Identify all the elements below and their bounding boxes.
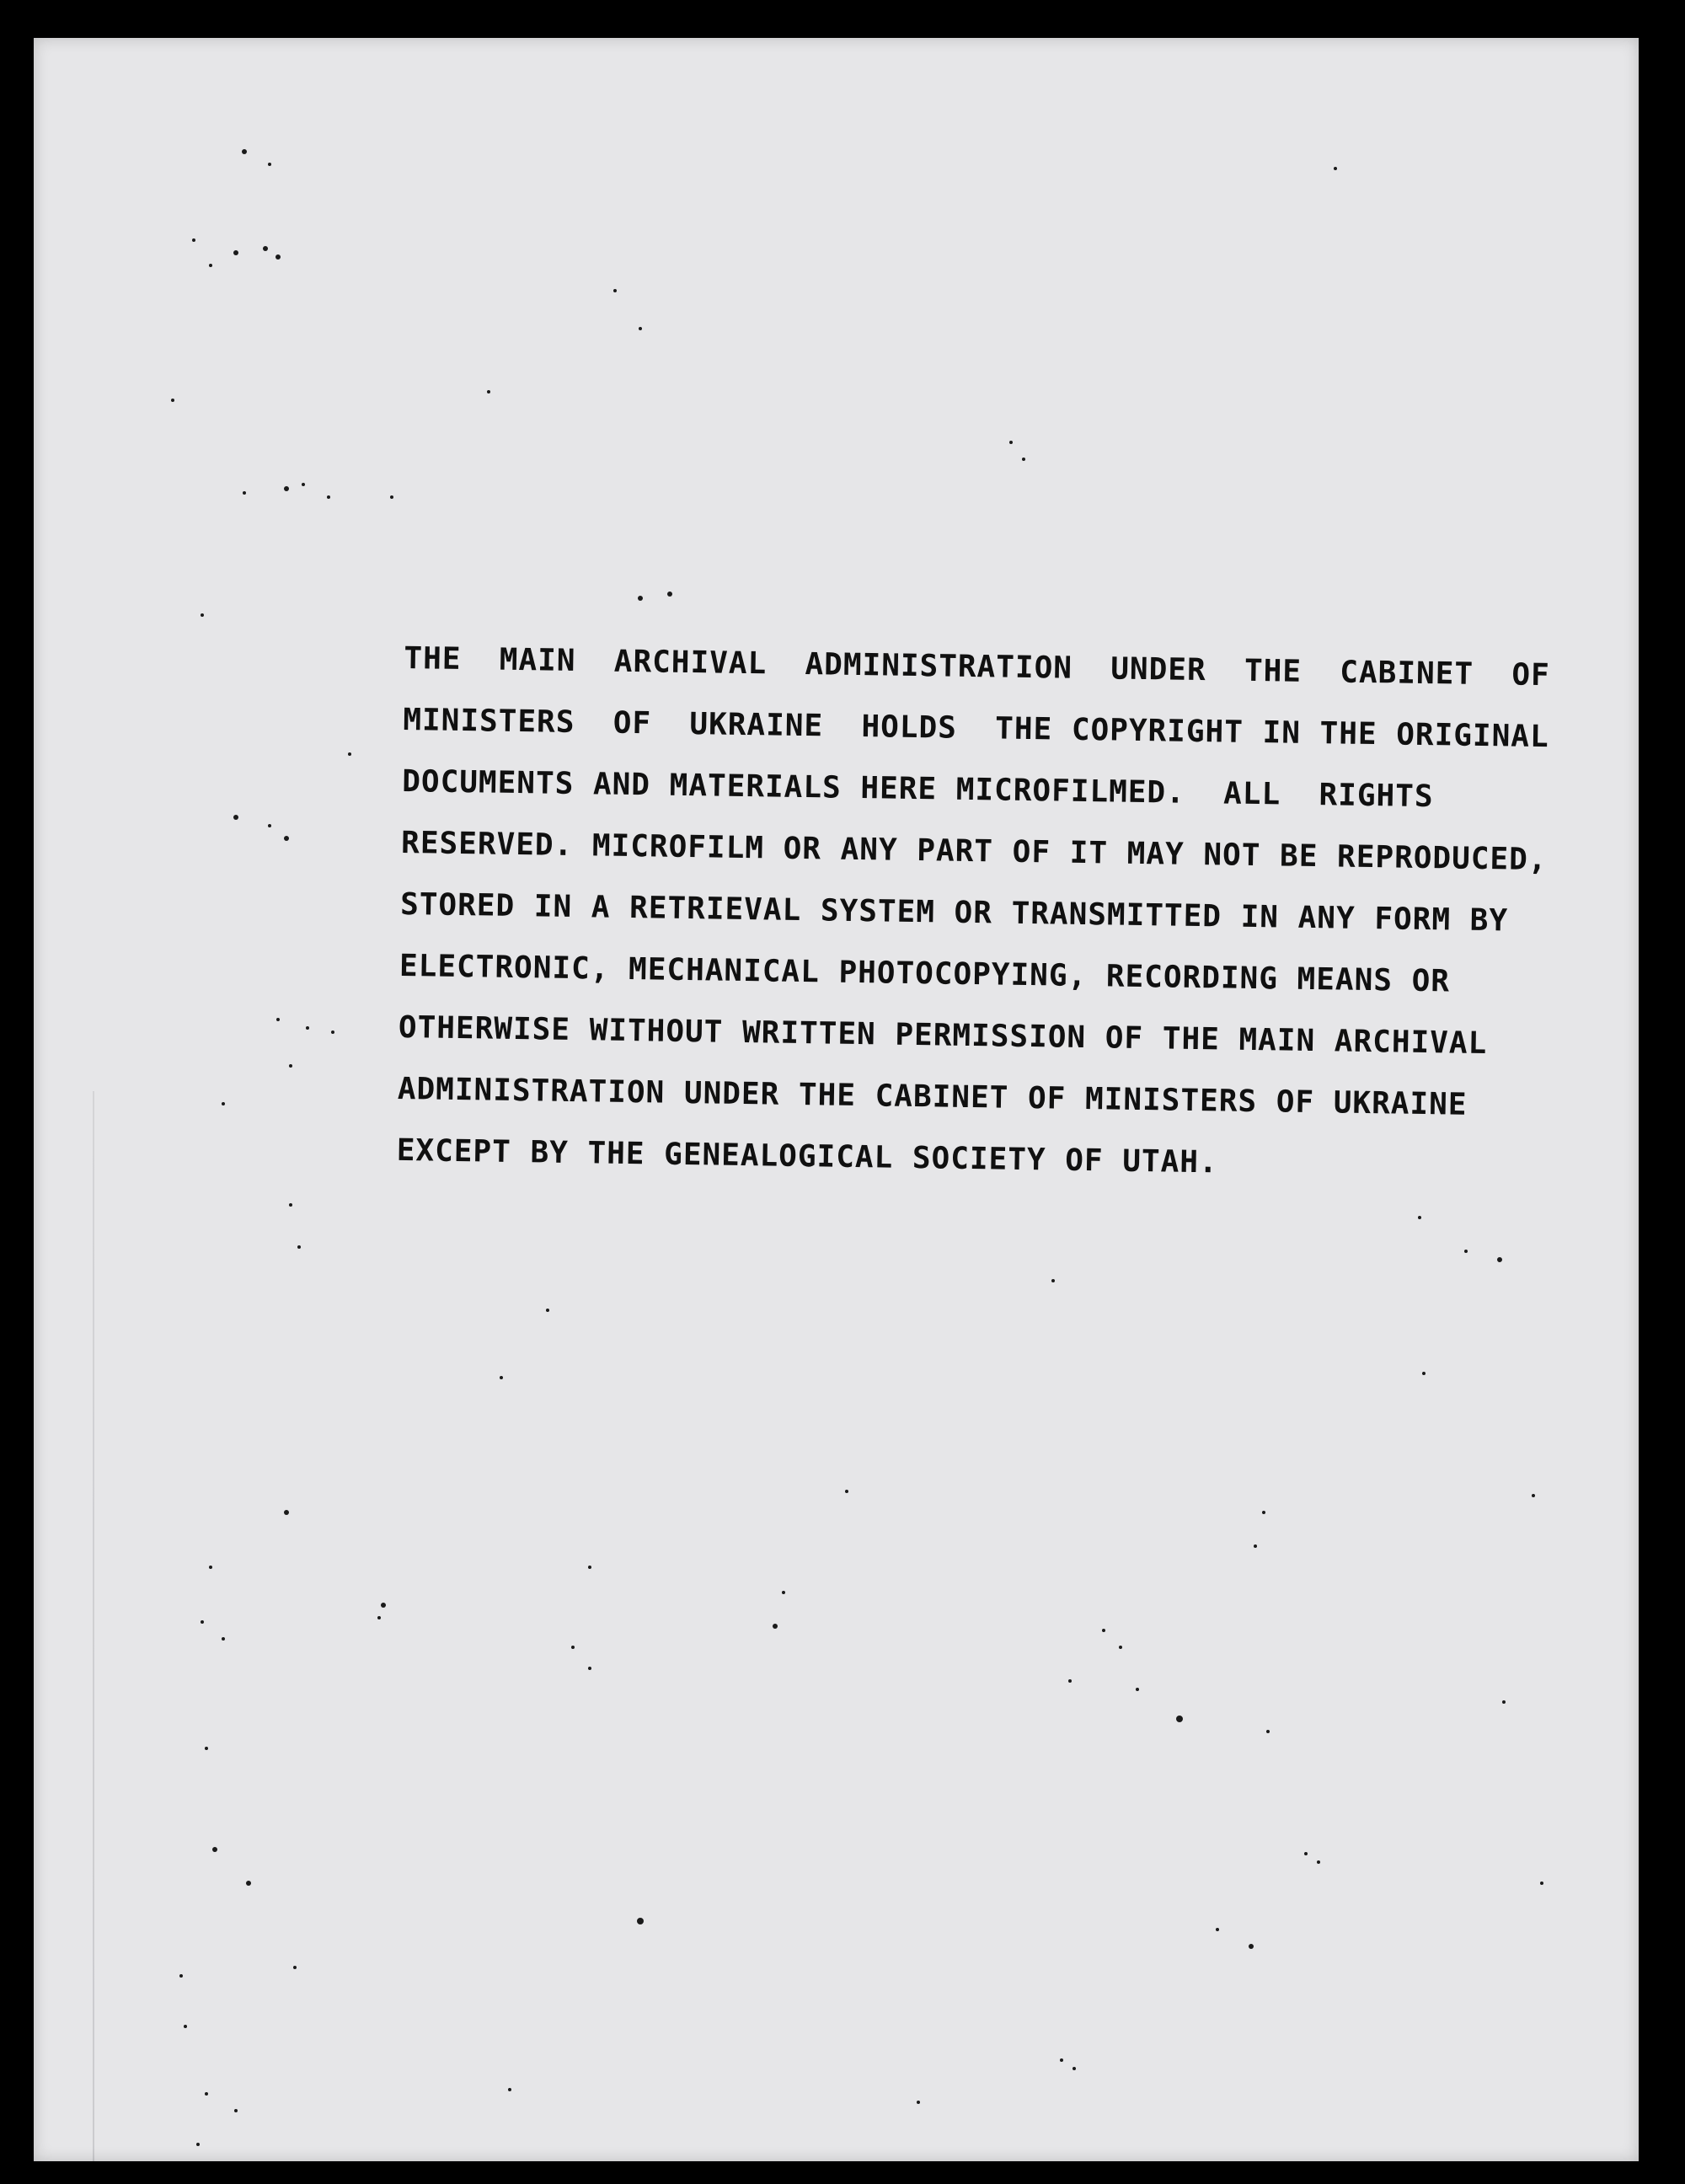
notice-line: RESERVED. MICROFILM OR ANY PART OF IT MAY NOT BE REPRODUCED,: [400, 825, 1548, 878]
notice-line: MINISTERS OF UKRAINE HOLDS THE COPYRIGHT IN THE ORIGINAL: [403, 702, 1549, 755]
notice-line: ADMINISTRATION UNDER THE CABINET OF MINISTERS OF UKRAINE: [397, 1071, 1468, 1122]
notice-line: THE MAIN ARCHIVAL ADMINISTRATION UNDER THE CABINET OF: [404, 640, 1551, 693]
document-page: [34, 38, 1639, 2161]
notice-line: DOCUMENTS AND MATERIALS HERE MICROFILMED. ALL RIGHTS: [401, 763, 1434, 815]
notice-line: OTHERWISE WITHOUT WRITTEN PERMISSION OF THE MAIN ARCHIVAL: [398, 1009, 1488, 1062]
notice-line: EXCEPT BY THE GENEALOGICAL SOCIETY OF UTAH.: [396, 1132, 1218, 1180]
notice-line: ELECTRONIC, MECHANICAL PHOTOCOPYING, RECORDING MEANS OR: [399, 948, 1451, 999]
copyright-notice: [396, 628, 1634, 1200]
notice-line: STORED IN A RETRIEVAL SYSTEM OR TRANSMITTED IN ANY FORM BY: [399, 886, 1509, 939]
